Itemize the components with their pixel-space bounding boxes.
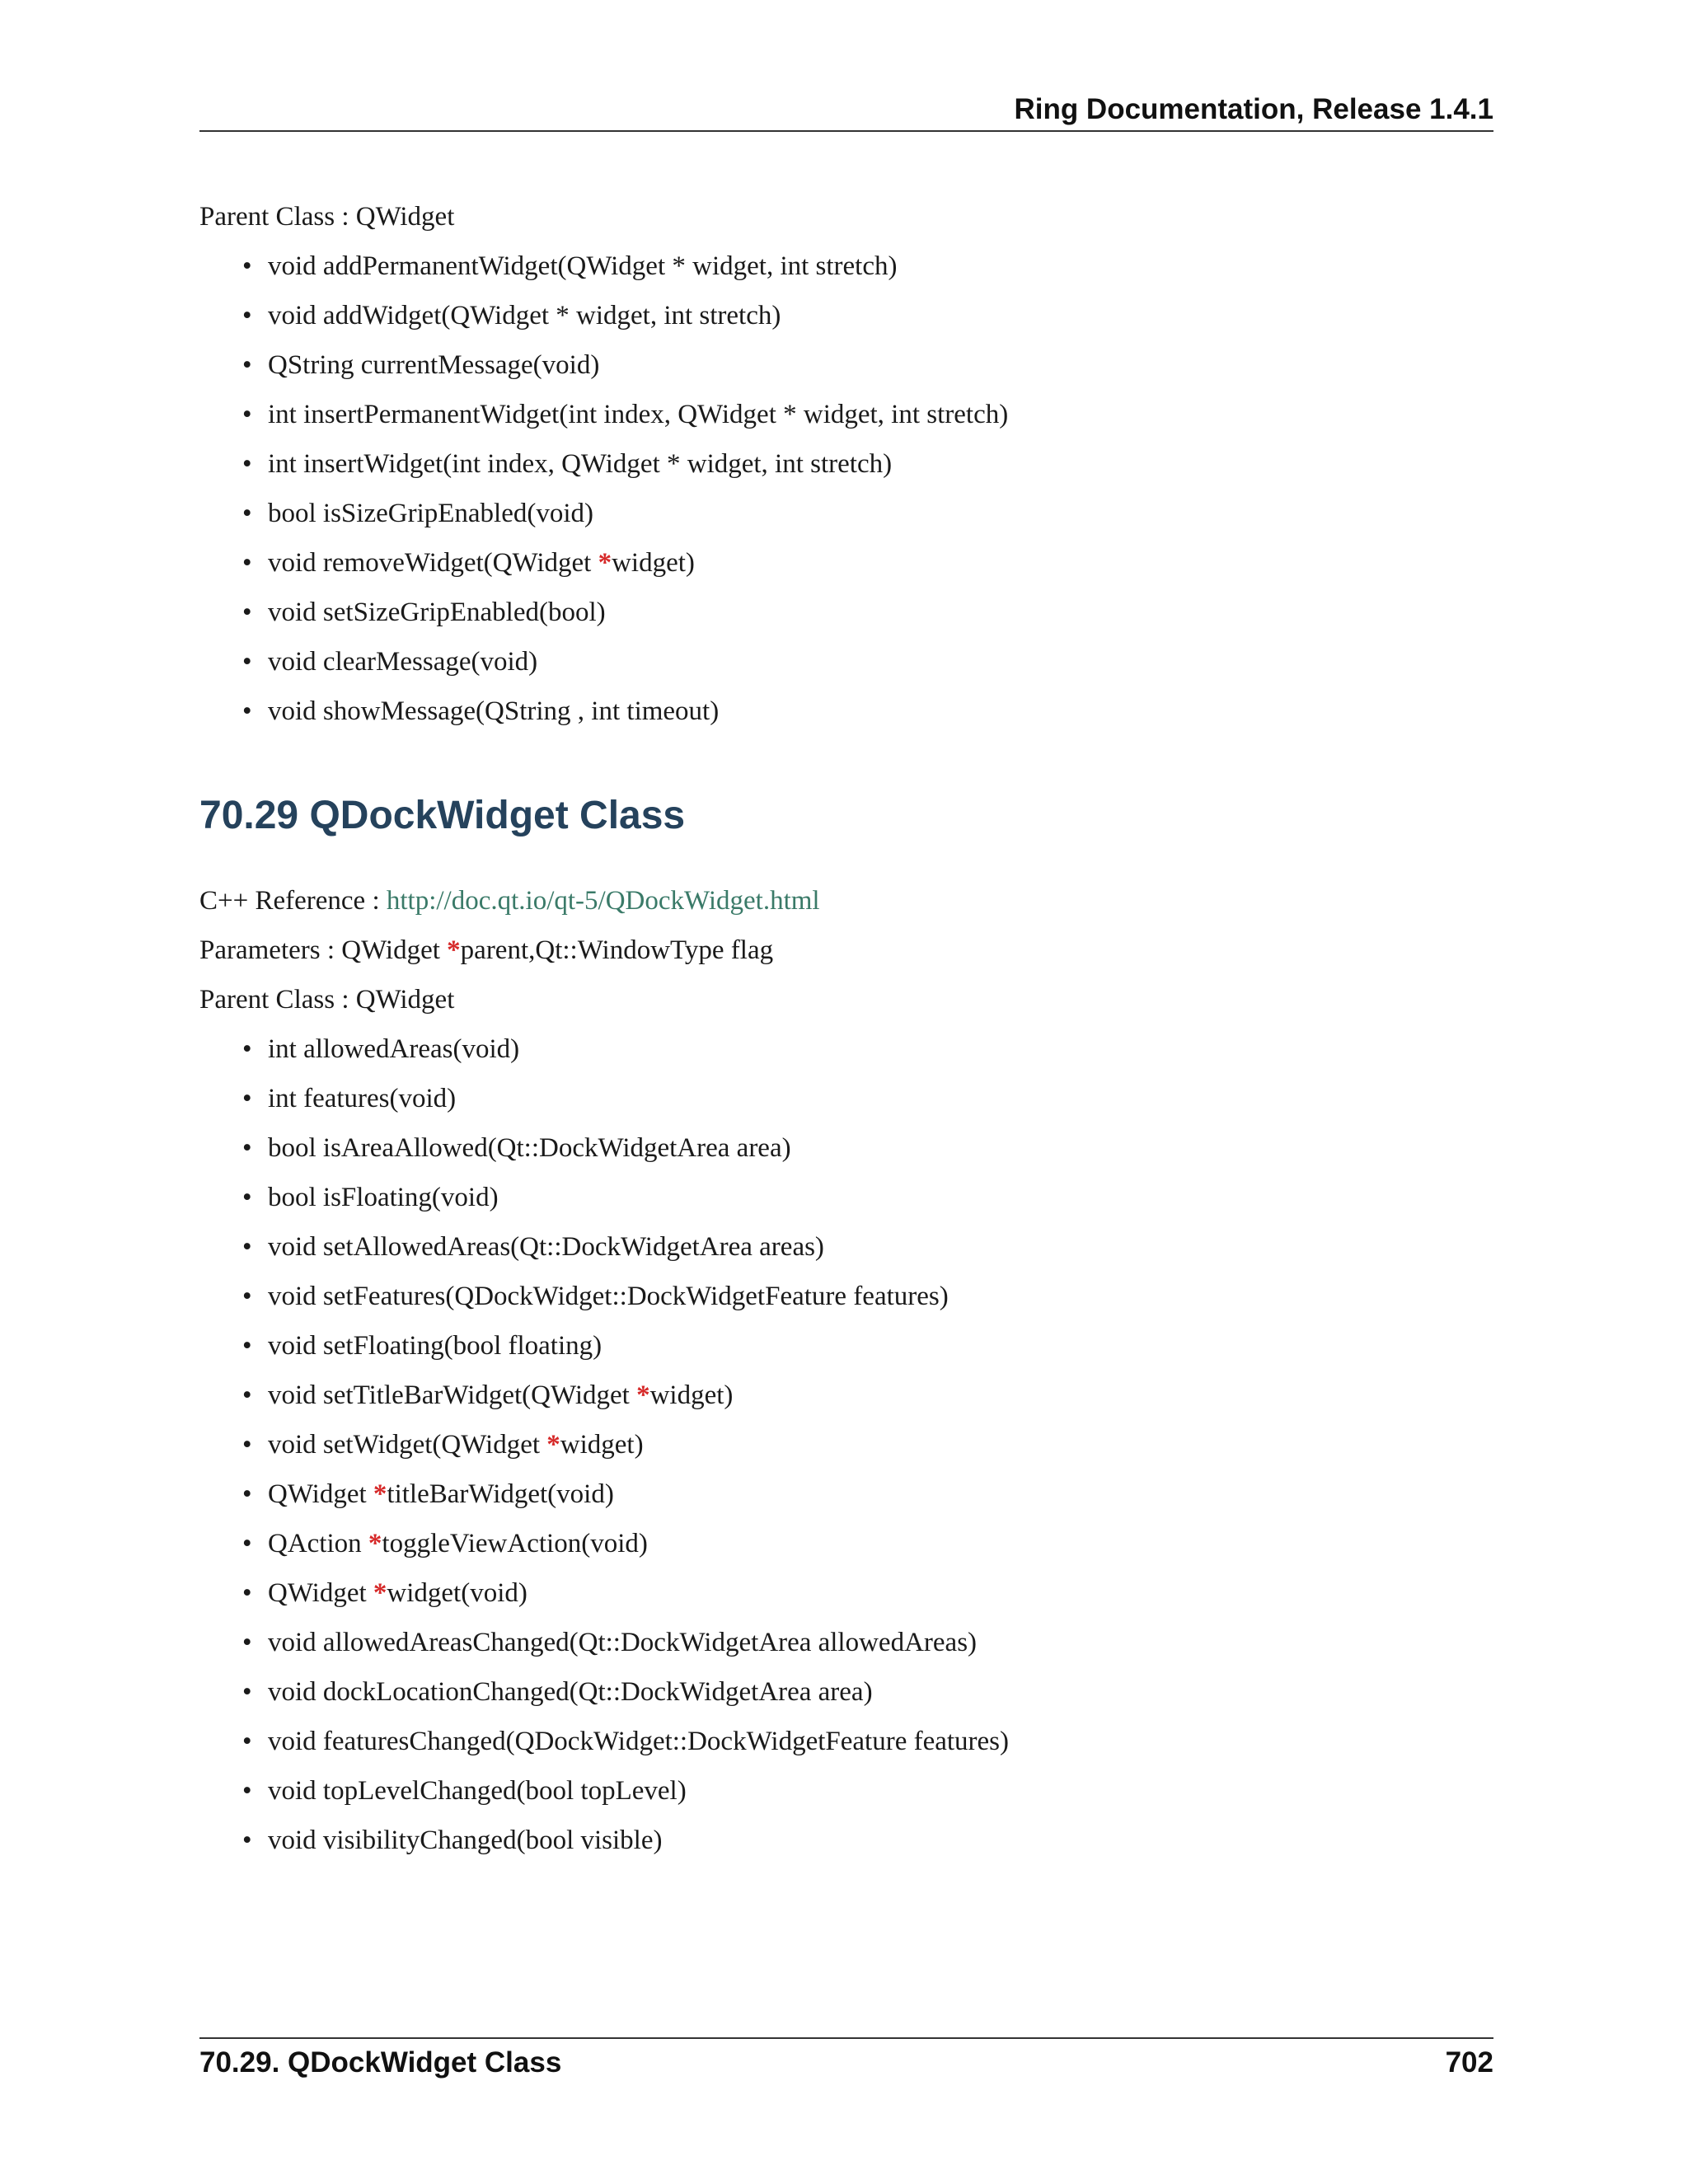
footer-section-title: 70.29. QDockWidget Class	[199, 2046, 562, 2079]
pointer-star: *	[546, 1430, 560, 1460]
method-item	[199, 295, 1493, 344]
pointer-star: *	[373, 1479, 387, 1509]
method-text: void featuresChanged(QDockWidget::DockWidgetFeature features)	[268, 1727, 1010, 1756]
pointer-star: *	[636, 1380, 650, 1410]
method-text: int insertPermanentWidget(int index, QWidget * widget, int stretch)	[268, 400, 1009, 429]
method-text-rest: widget(void)	[387, 1578, 528, 1608]
section-heading: 70.29 QDockWidget Class	[199, 794, 686, 837]
method-item	[199, 344, 1493, 394]
method-item	[199, 1721, 1493, 1770]
method-text: void addPermanentWidget(QWidget * widget, int stretch)	[268, 251, 898, 281]
method-text: void allowedAreasChanged(Qt::DockWidgetArea allowedAreas)	[268, 1628, 978, 1657]
method-text: QString currentMessage(void)	[268, 350, 600, 380]
method-text: void addWidget(QWidget * widget, int stretch)	[268, 301, 781, 330]
method-text: void setFeatures(QDockWidget::DockWidgetFeature features)	[268, 1282, 949, 1311]
method-item	[199, 1078, 1493, 1127]
method-text: int allowedAreas(void)	[268, 1034, 520, 1064]
method-item	[199, 246, 1493, 295]
method-item	[199, 443, 1493, 493]
method-item	[199, 691, 1493, 740]
method-text: void topLevelChanged(bool topLevel)	[268, 1776, 687, 1806]
method-item	[199, 1770, 1493, 1820]
method-text: QWidget	[268, 1578, 373, 1608]
method-text-rest: toggleViewAction(void)	[382, 1529, 648, 1558]
method-text-rest: titleBarWidget(void)	[387, 1479, 614, 1509]
parent-class-label: Parent Class : QWidget	[199, 985, 455, 1015]
method-text: void showMessage(QString , int timeout)	[268, 696, 720, 726]
method-text: QAction	[268, 1529, 368, 1558]
method-text: void setSizeGripEnabled(bool)	[268, 598, 606, 627]
page-number: 702	[1445, 2046, 1493, 2079]
method-item	[199, 542, 1493, 592]
footer-rule	[199, 2037, 1493, 2039]
method-text: bool isAreaAllowed(Qt::DockWidgetArea area)	[268, 1133, 791, 1163]
method-text: void dockLocationChanged(Qt::DockWidgetArea area)	[268, 1677, 873, 1707]
method-text-rest: widget)	[560, 1430, 644, 1460]
method-text: QWidget	[268, 1479, 373, 1509]
method-text: void setTitleBarWidget(QWidget	[268, 1380, 637, 1410]
method-list	[199, 246, 1493, 740]
method-item	[199, 1671, 1493, 1721]
method-item	[199, 1276, 1493, 1325]
cpp-reference-line	[199, 880, 1493, 930]
method-item	[199, 1226, 1493, 1276]
method-item	[199, 1325, 1493, 1375]
method-item	[199, 493, 1493, 542]
method-item	[199, 1523, 1493, 1572]
method-item	[199, 1127, 1493, 1177]
method-item	[199, 641, 1493, 691]
method-text: void setAllowedAreas(Qt::DockWidgetArea areas)	[268, 1232, 824, 1262]
method-text: bool isFloating(void)	[268, 1183, 499, 1212]
pointer-star: *	[447, 935, 461, 965]
parameters-line	[199, 930, 1493, 979]
method-text: bool isSizeGripEnabled(void)	[268, 499, 594, 528]
parameters-text-rest: parent,Qt::WindowType flag	[460, 935, 774, 965]
running-header: Ring Documentation, Release 1.4.1	[1014, 93, 1493, 125]
method-text-rest: widget)	[649, 1380, 734, 1410]
pointer-star: *	[373, 1578, 387, 1608]
method-item	[199, 1622, 1493, 1671]
parent-class-label: Parent Class : QWidget	[199, 202, 455, 232]
method-list	[199, 1029, 1493, 1869]
method-item	[199, 1820, 1493, 1869]
method-item	[199, 1177, 1493, 1226]
cpp-reference-link[interactable]: http://doc.qt.io/qt-5/QDockWidget.html	[386, 886, 820, 916]
pointer-star: *	[368, 1529, 382, 1558]
parameters-text: Parameters : QWidget	[199, 935, 448, 965]
method-item	[199, 592, 1493, 641]
method-text: int features(void)	[268, 1084, 457, 1113]
pointer-star: *	[598, 548, 612, 578]
method-item	[199, 1424, 1493, 1474]
method-item	[199, 1375, 1493, 1424]
method-text: void clearMessage(void)	[268, 647, 538, 677]
method-item	[199, 1029, 1493, 1078]
method-text: void setFloating(bool floating)	[268, 1331, 603, 1361]
method-text: int insertWidget(int index, QWidget * widget, int stretch)	[268, 449, 893, 479]
method-item	[199, 1572, 1493, 1622]
method-text: void visibilityChanged(bool visible)	[268, 1825, 663, 1855]
method-text: void removeWidget(QWidget	[268, 548, 598, 578]
qdockwidget-section	[199, 880, 1493, 1869]
method-item	[199, 1474, 1493, 1523]
statusbar-methods-block	[199, 196, 1493, 740]
header-rule	[199, 130, 1493, 132]
method-text-rest: widget)	[612, 548, 695, 578]
method-item	[199, 394, 1493, 443]
method-text: void setWidget(QWidget	[268, 1430, 547, 1460]
cpp-reference-label: C++ Reference :	[199, 886, 387, 916]
